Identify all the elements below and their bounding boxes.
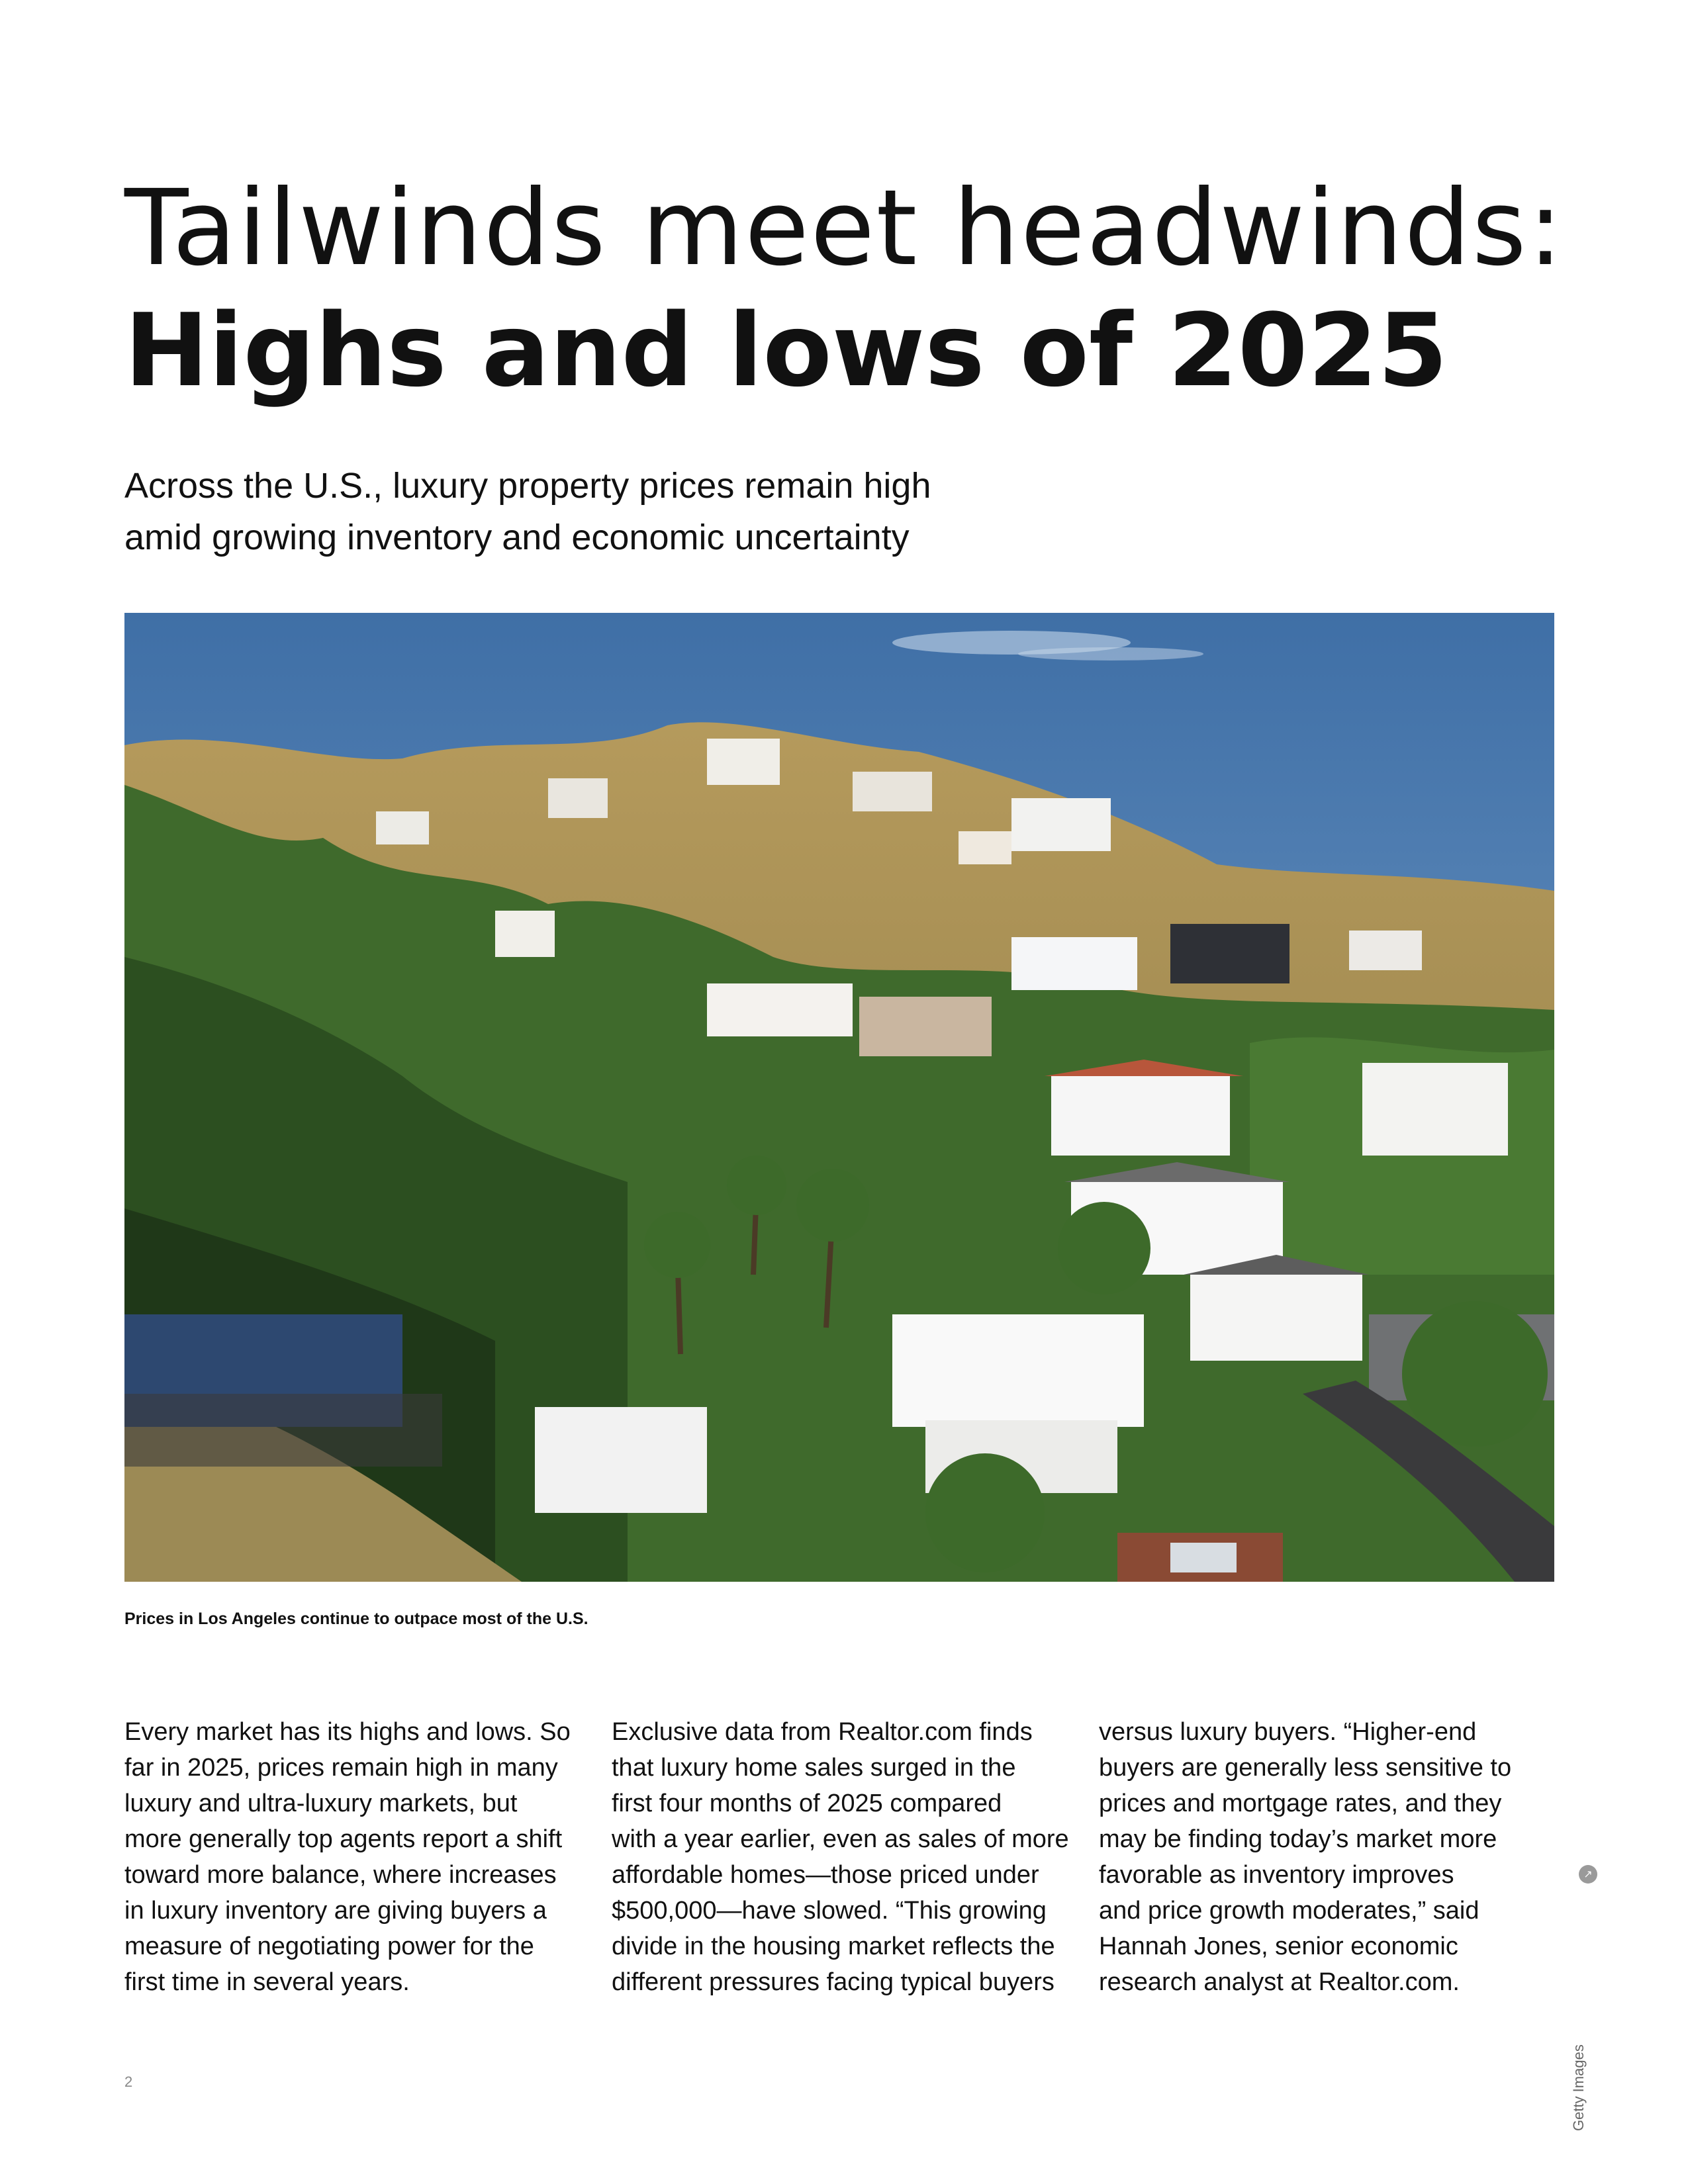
body-line: Every market has its highs and lows. So (124, 1718, 571, 1746)
body-line: favorable as inventory improves (1099, 1861, 1454, 1889)
getty-images-icon: ↗ (1579, 1865, 1597, 1884)
body-line: more generally top agents report a shift (124, 1825, 563, 1853)
body-line: affordable homes—those priced under (612, 1861, 1039, 1889)
body-line: $500,000—have slowed. “This growing (612, 1897, 1047, 1925)
body-column-3 (1099, 1714, 1549, 2000)
body-line: far in 2025, prices remain high in many (124, 1754, 558, 1782)
body-line: in luxury inventory are giving buyers a (124, 1897, 547, 1925)
page-number: 2 (124, 2073, 133, 2090)
body-line: research analyst at Realtor.com. (1099, 1968, 1460, 1996)
subheading (124, 460, 1051, 563)
body-column-1 (124, 1714, 575, 2000)
body-line: buyers are generally less sensitive to (1099, 1754, 1512, 1782)
body-line: with a year earlier, even as sales of more (612, 1825, 1069, 1853)
body-line: versus luxury buyers. “Higher-end (1099, 1718, 1477, 1746)
hillside-homes-photo (124, 613, 1554, 1582)
body-line: Exclusive data from Realtor.com finds (612, 1718, 1033, 1746)
body-line: different pressures facing typical buyers (612, 1968, 1055, 1996)
body-line: luxury and ultra-luxury markets, but (124, 1790, 518, 1817)
body-line: measure of negotiating power for the (124, 1933, 534, 1960)
body-line: first time in several years. (124, 1968, 410, 1996)
body-line: may be finding today’s market more (1099, 1825, 1497, 1853)
photo-credit: Getty Images (1570, 2044, 1587, 2131)
body-line: divide in the housing market reflects the (612, 1933, 1055, 1960)
body-line: Hannah Jones, senior economic (1099, 1933, 1458, 1960)
page-title-line-1: Tailwinds meet headwinds: (124, 167, 1565, 289)
body-column-2 (612, 1714, 1069, 2000)
subheading-line: Across the U.S., luxury property prices remain high (124, 466, 931, 506)
body-line: first four months of 2025 compared (612, 1790, 1002, 1817)
body-line: and price growth moderates,” said (1099, 1897, 1479, 1925)
body-line: toward more balance, where increases (124, 1861, 557, 1889)
body-line: prices and mortgage rates, and they (1099, 1790, 1502, 1817)
page-title-line-2: Highs and lows of 2025 (124, 292, 1448, 409)
photo-caption: Prices in Los Angeles continue to outpace most of the U.S. (124, 1610, 588, 1628)
subheading-line: amid growing inventory and economic uncertainty (124, 518, 910, 557)
body-line: that luxury home sales surged in the (612, 1754, 1016, 1782)
